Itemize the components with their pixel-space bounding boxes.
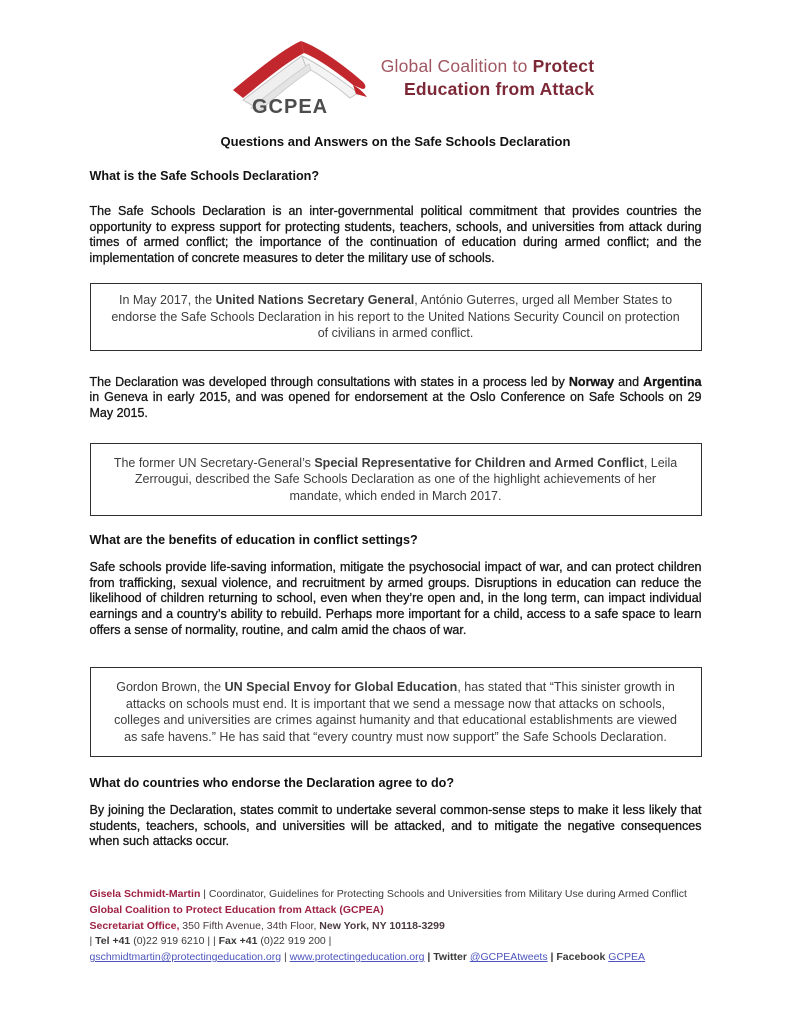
question-heading-1: What is the Safe Schools Declaration? xyxy=(89,169,320,183)
footer-coordinator-line: Gisela Schmidt-Martin | Coordinator, Guidelines for Protecting Schools and Universities from Military Use during Armed Conflict xyxy=(89,887,687,900)
question-heading-2: What are the benefits of education in conflict settings? xyxy=(89,533,418,548)
paragraph-2: The Declaration was developed through consultations with states in a process led by Norway and Argentina in Geneva in early 2015, and was opened for endorsement at the Oslo Conference on Safe Schools on 29 May 2015. xyxy=(89,374,702,421)
footer-link[interactable]: www.protectingeducation.org xyxy=(289,951,425,964)
quote-box-un-secretary-general: In May 2017, the United Nations Secretary General, António Guterres, urged all Member States to endorse the Safe Schools Declaration in his report to the United Nations Security Council on protection of civilians in armed conflict. xyxy=(90,283,702,351)
logo-wordmark-line2: Education from Attack xyxy=(404,79,595,99)
footer-link[interactable]: GCPEA xyxy=(608,951,646,964)
quote-box-special-representative: The former UN Secretary-General’s Special Representative for Children and Armed Conflict, Leila Zerrougui, described the Safe Schools Declaration as one of the highlight achievements of her mandate, which ended in March 2017. xyxy=(90,443,702,517)
paragraph-1: The Safe Schools Declaration is an inter-governmental political commitment that provides countries the opportunity to express support for protecting students, teachers, schools, and universities from attack during times of armed conflict; the importance of the continuation of education during armed conflict; and the implementation of concrete measures to deter the military use of schools. xyxy=(89,204,702,265)
footer-link[interactable]: gschmidtmartin@protectingeducation.org xyxy=(89,951,282,964)
logo-acronym: GCPEA xyxy=(251,96,328,118)
quote-box-gordon-brown: Gordon Brown, the UN Special Envoy for Global Education, has stated that “This sinister growth in attacks on schools must end. It is important that we send a message now that attacks on schools, colleges and universities are crimes against humanity and that educational establishments are viewed as safe havens.” He has said that “every country must now support” the Safe Schools Declaration. xyxy=(90,667,702,757)
gcpea-logo xyxy=(104,34,716,122)
logo-wordmark-line1: Global Coalition to Protect xyxy=(380,56,595,76)
footer-link[interactable]: @GCPEAtweets xyxy=(469,951,548,964)
footer-phone-line: | Tel +41 (0)22 919 6210 | | Fax +41 (0)22 919 200 | xyxy=(89,935,332,948)
logo-wordmark xyxy=(381,55,595,101)
document-title: Questions and Answers on the Safe Schools Declaration xyxy=(220,134,571,149)
footer-address-line: Secretariat Office, 350 Fifth Avenue, 34th Floor, New York, NY 10118-3299 xyxy=(89,919,445,932)
question-heading-3: What do countries who endorse the Declaration agree to do? xyxy=(89,776,455,791)
paragraph-4: By joining the Declaration, states commit to undertake several common-sense steps to make it less likely that students, teachers, schools, and universities will be attacked, and to mitigate the negative consequences when such attacks occur. xyxy=(89,803,702,849)
footer-links-line: gschmidtmartin@protectingeducation.org | www.protectingeducation.org | Twitter @GCPEAtweets | Facebook GCPEA xyxy=(89,951,646,964)
footer-contact-block xyxy=(90,887,702,966)
paragraph-3: Safe schools provide life-saving information, mitigate the psychosocial impact of war, and can protect children from trafficking, sexual violence, and recruitment by armed groups. Disruptions in education can reduce the likelihood of children returning to school, even when they’re open and, in the long term, can impact individual earnings and a country’s ability to rebuild. Perhaps more important for a child, access to a safe space to learn offers a sense of normality, routine, and calm amid the chaos of war. xyxy=(89,560,702,637)
document-page xyxy=(90,0,702,966)
footer-organization-line: Global Coalition to Protect Education from Attack (GCPEA) xyxy=(89,903,384,916)
open-book-icon xyxy=(225,36,375,120)
